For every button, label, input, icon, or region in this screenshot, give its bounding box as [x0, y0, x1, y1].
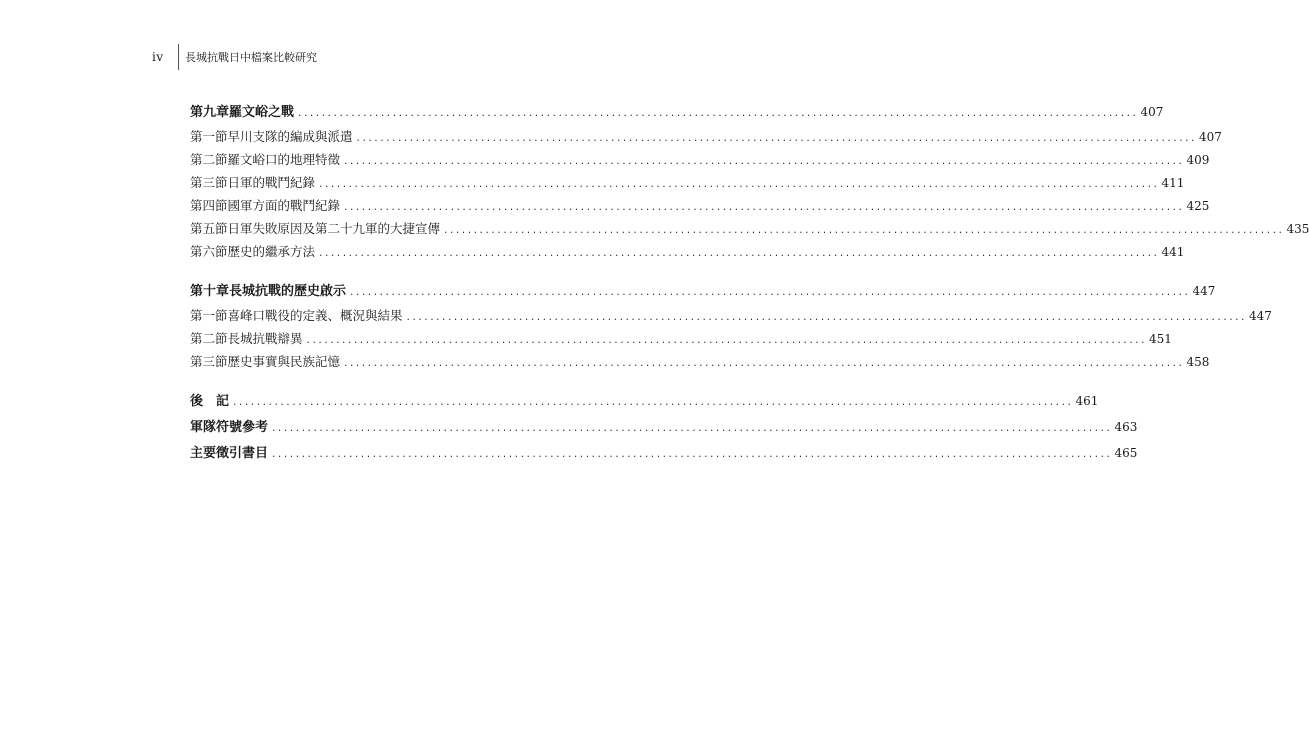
section-title: 羅文峪口的地理特徵 [227, 152, 341, 167]
toc-backmatter [190, 390, 1138, 468]
toc-section-row [190, 219, 1309, 242]
dot-leader: .............................................................................................................................................. [297, 109, 1138, 119]
section-number: 第一節 [190, 129, 228, 144]
section-title: 日軍的戰鬥紀錄 [227, 175, 316, 190]
page-ref: 458 [1186, 355, 1210, 369]
backmatter-title: 主要徵引書目 [190, 446, 269, 461]
toc-chapter-10 [190, 280, 1272, 375]
toc-chapter-heading [190, 101, 1164, 127]
header-divider [178, 44, 179, 70]
section-number: 第二節 [190, 152, 228, 167]
toc-section-row [190, 242, 1185, 265]
toc-section-row [190, 173, 1185, 196]
section-number: 第五節 [190, 221, 228, 236]
toc-section-row [190, 329, 1172, 352]
page-ref: 435 [1286, 222, 1309, 236]
toc-backmatter-row [190, 442, 1138, 468]
page-ref: 409 [1186, 153, 1210, 167]
section-title: 日軍失敗原因及第二十九軍的大捷宣傳 [227, 221, 441, 236]
page-ref: 465 [1114, 446, 1138, 460]
section-title: 喜峰口戰役的定義、概況與結果 [227, 308, 403, 323]
page-ref: 447 [1248, 309, 1272, 323]
toc-section-row [190, 306, 1272, 329]
section-number: 第四節 [190, 198, 228, 213]
page-ref: 407 [1140, 105, 1164, 119]
section-title: 歷史事實與民族記憶 [227, 354, 341, 369]
dot-leader: .............................................................................................................................................. [349, 288, 1190, 298]
section-title: 早川支隊的編成與派遣 [227, 129, 353, 144]
toc-chapter-9 [190, 101, 1309, 265]
page-ref: 425 [1186, 199, 1210, 213]
section-number: 第三節 [190, 175, 228, 190]
toc-section-row [190, 127, 1222, 150]
backmatter-title: 後 記 [190, 394, 230, 409]
page-ref: 447 [1192, 284, 1216, 298]
section-number: 第二節 [190, 331, 228, 346]
page-ref: 407 [1198, 130, 1222, 144]
section-title: 歷史的繼承方法 [227, 244, 316, 259]
section-title: 國軍方面的戰鬥紀錄 [227, 198, 341, 213]
table-of-contents [190, 101, 1309, 483]
section-number: 第六節 [190, 244, 228, 259]
page-ref: 451 [1148, 332, 1172, 346]
dot-leader: .............................................................................................................................................. [305, 336, 1146, 346]
section-number: 第一節 [190, 308, 228, 323]
section-number: 第三節 [190, 354, 228, 369]
dot-leader: .............................................................................................................................................. [318, 180, 1159, 190]
chapter-title: 長城抗戰的歷史啟示 [229, 284, 347, 299]
page-ref: 411 [1161, 176, 1185, 190]
toc-section-row [190, 196, 1210, 219]
page-ref: 441 [1161, 245, 1185, 259]
dot-leader: .............................................................................................................................................. [343, 203, 1184, 213]
chapter-title: 羅文峪之戰 [229, 105, 295, 120]
toc-section-row [190, 150, 1210, 173]
page-number: iv [152, 50, 164, 64]
dot-leader: .............................................................................................................................................. [271, 424, 1112, 434]
dot-leader: .............................................................................................................................................. [355, 134, 1196, 144]
page-ref: 463 [1114, 420, 1138, 434]
chapter-number: 第九章 [190, 105, 230, 120]
dot-leader: .............................................................................................................................................. [443, 226, 1284, 236]
dot-leader: .............................................................................................................................................. [405, 313, 1246, 323]
dot-leader: .............................................................................................................................................. [343, 359, 1184, 369]
running-title: 長城抗戰日中檔案比較研究 [185, 51, 317, 64]
chapter-number: 第十章 [190, 284, 230, 299]
dot-leader: .............................................................................................................................................. [343, 157, 1184, 167]
toc-chapter-heading [190, 280, 1216, 306]
toc-backmatter-row [190, 416, 1138, 442]
page-ref: 461 [1075, 394, 1099, 408]
dot-leader: .............................................................................................................................................. [232, 398, 1073, 408]
dot-leader: .............................................................................................................................................. [318, 249, 1159, 259]
section-title: 長城抗戰辯異 [227, 331, 303, 346]
toc-section-row [190, 352, 1210, 375]
dot-leader: .............................................................................................................................................. [271, 450, 1112, 460]
backmatter-title: 軍隊符號參考 [190, 420, 269, 435]
toc-backmatter-row [190, 390, 1099, 416]
